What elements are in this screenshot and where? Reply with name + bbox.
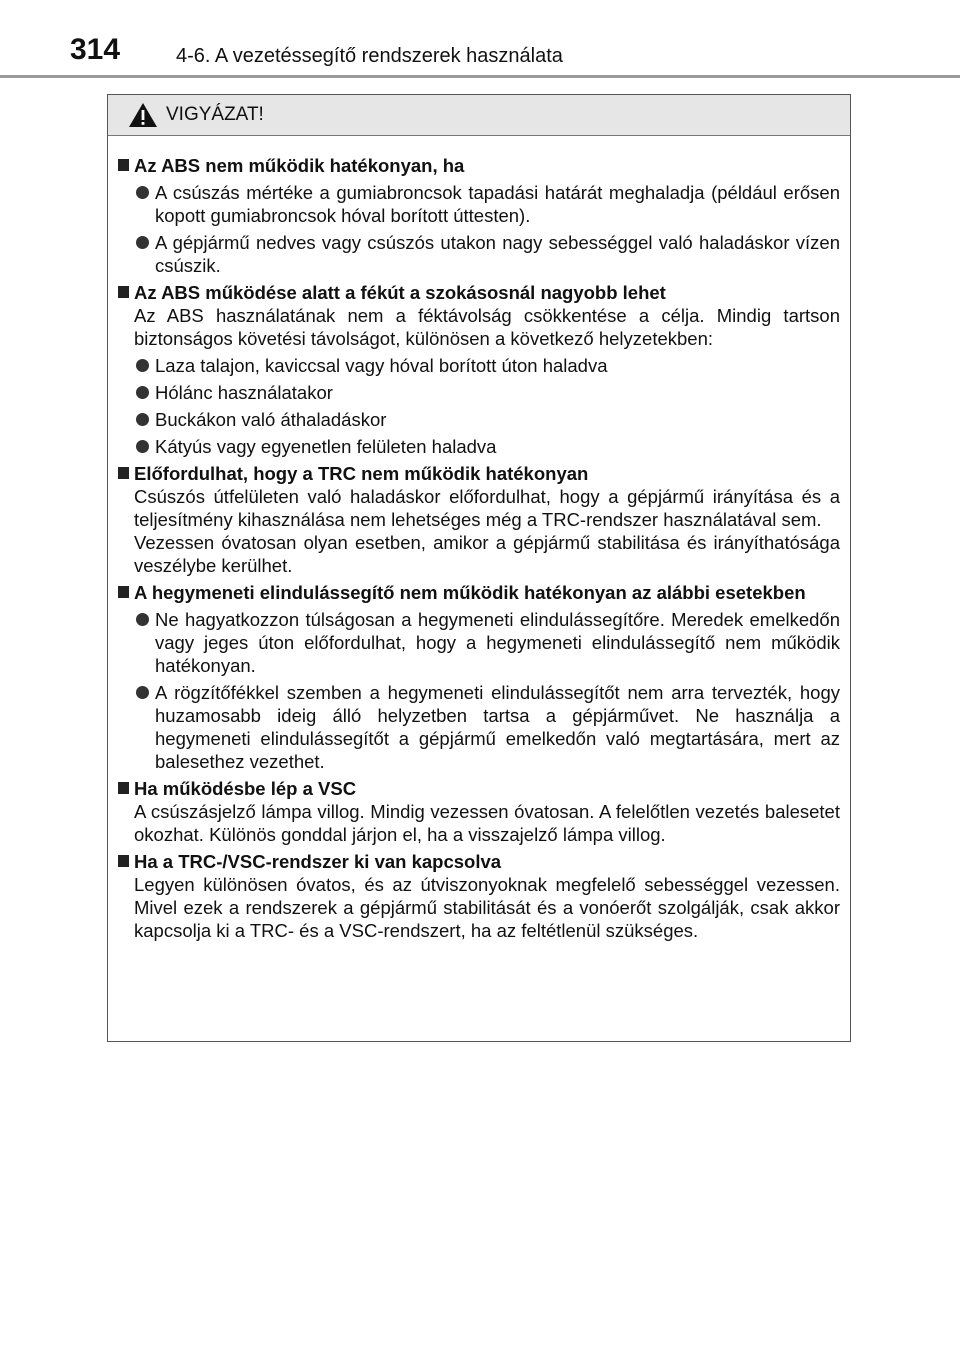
round-bullet-icon [136, 359, 149, 372]
section-hill-start-assist [118, 581, 840, 773]
section-text: Csúszós útfelületen való haladáskor előfordulhat, hogy a gépjármű irányítása és a teljesítmény kihasználása nem lehetséges még a TRC-rendszer használatával sem. [134, 486, 840, 530]
round-bullet-icon [136, 686, 149, 699]
round-bullet-icon [136, 613, 149, 626]
warning-triangle-icon [128, 102, 158, 128]
square-bullet-icon [118, 586, 129, 598]
section-heading: Az ABS nem működik hatékonyan, ha [118, 154, 840, 177]
section-text: Az ABS használatának nem a féktávolság csökkentése a célja. Mindig tartson biztonságos követési távolságot, különösen a következő helyzetekben: [134, 305, 840, 349]
list-item: Kátyús vagy egyenetlen felületen haladva [118, 435, 840, 458]
page-number: 314 [70, 33, 121, 66]
square-bullet-icon [118, 855, 129, 867]
list-item: Laza talajon, kaviccsal vagy hóval borított úton haladva [118, 354, 840, 377]
list-item: A csúszás mértéke a gumiabroncsok tapadási határát meghaladja (például erősen kopott gumiabroncsok hóval borított úttesten). [118, 181, 840, 227]
section-abs-braking-distance [118, 281, 840, 458]
section-heading: Ha a TRC-/VSC-rendszer ki van kapcsolva [118, 850, 840, 873]
section-heading: A hegymeneti elindulássegítő nem működik hatékonyan az alábbi esetekben [118, 581, 840, 604]
section-text: Vezessen óvatosan olyan esetben, amikor a gépjármű stabilitása és irányíthatósága veszélybe kerülhet. [134, 532, 840, 576]
round-bullet-icon [136, 236, 149, 249]
square-bullet-icon [118, 782, 129, 794]
warning-title: VIGYÁZAT! [166, 104, 264, 125]
square-bullet-icon [118, 159, 129, 171]
section-abs-ineffective [118, 154, 840, 277]
list-item: Ne hagyatkozzon túlságosan a hegymeneti elindulássegítőre. Meredek emelkedőn vagy jeges úton előfordulhat, hogy a hegymeneti elindulássegítő nem működik hatékonyan. [118, 608, 840, 677]
section-text: Legyen különösen óvatos, és az útviszonyoknak megfelelő sebességgel vezessen. Mivel ezek a rendszerek a gépjármű stabilitását és a vonóerőt szolgálják, csak akkor kapcsolja ki a TRC- és a VSC-rendszert, ha az feltétlenül szükséges. [134, 874, 840, 941]
warning-content [108, 136, 850, 942]
page-header [0, 0, 960, 80]
chapter-title: 4-6. A vezetéssegítő rendszerek használata [176, 45, 563, 67]
warning-box [107, 94, 851, 1042]
round-bullet-icon [136, 440, 149, 453]
round-bullet-icon [136, 386, 149, 399]
list-item: A gépjármű nedves vagy csúszós utakon nagy sebességgel való haladáskor vízen csúszik. [118, 231, 840, 277]
section-heading: Ha működésbe lép a VSC [118, 777, 840, 800]
square-bullet-icon [118, 286, 129, 298]
section-heading: Az ABS működése alatt a fékút a szokásosnál nagyobb lehet [118, 281, 840, 304]
section-trc [118, 462, 840, 577]
warning-header [108, 95, 850, 136]
list-item: Hólánc használatakor [118, 381, 840, 404]
section-trc-vsc-off [118, 850, 840, 942]
round-bullet-icon [136, 413, 149, 426]
section-text: A csúszásjelző lámpa villog. Mindig vezessen óvatosan. A felelőtlen vezetés balesetet okozhat. Különös gonddal járjon el, ha a visszajelző lámpa villog. [134, 801, 840, 845]
list-item: A rögzítőfékkel szemben a hegymeneti elindulássegítőt nem arra tervezték, hogy huzamosabb ideig álló helyzetben tartsa a gépjárművet. Ne használja a hegymeneti elindulássegítőt a gépjármű emelkedőn való megtartására, mert az balesethez vezethet. [118, 681, 840, 773]
square-bullet-icon [118, 467, 129, 479]
list-item: Buckákon való áthaladáskor [118, 408, 840, 431]
round-bullet-icon [136, 186, 149, 199]
header-divider [0, 75, 960, 78]
section-vsc-active [118, 777, 840, 846]
section-heading: Előfordulhat, hogy a TRC nem működik hatékonyan [118, 462, 840, 485]
